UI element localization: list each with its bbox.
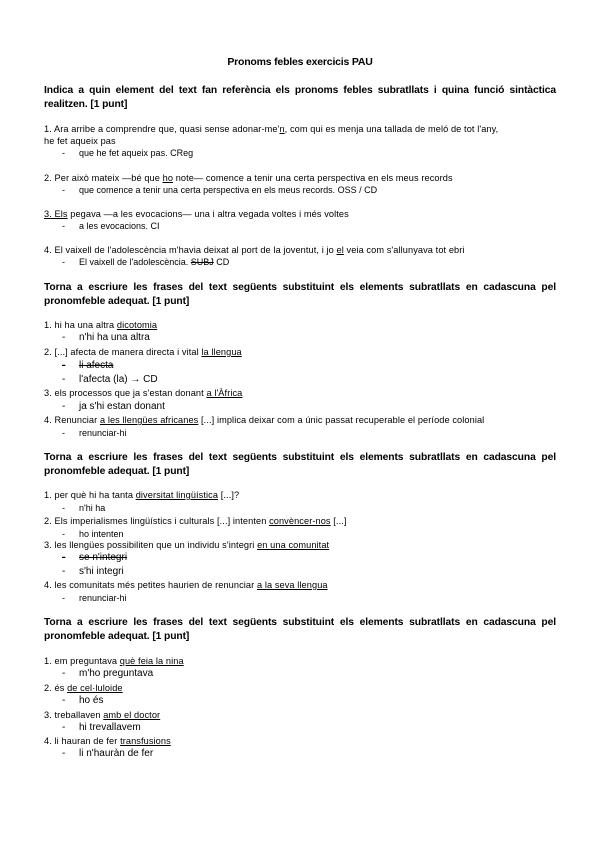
- s1-item2: 2. Per això mateix —bé que ho note— comence a tenir una certa perspectiva en els meus records: [44, 173, 453, 183]
- s2-item2-struck: - li afecta: [62, 360, 114, 371]
- struck-text: SUBJ: [190, 257, 214, 267]
- bullet-dash: -: [62, 374, 66, 385]
- s1-item1-line2: he fet aqueix pas: [44, 136, 116, 146]
- s2-item2-answer: - l'afecta (la) → CD: [62, 374, 158, 385]
- s1-item1-underlined: n: [279, 124, 285, 134]
- s4-item3-answer: - hi trevallavem: [62, 722, 141, 733]
- bullet-dash: -: [62, 503, 65, 513]
- bullet-dash: -: [62, 722, 66, 733]
- s1-item3-answer: - a les evocacions. CI: [62, 221, 160, 231]
- s2-item4-answer: - renunciar-hi: [62, 428, 127, 438]
- s2-item3-answer: - ja s'hi estan donant: [62, 401, 165, 412]
- bullet-dash: -: [62, 221, 65, 231]
- s1-item3-underlined: 3. Els: [44, 209, 68, 219]
- s3-item4-answer: - renunciar-hi: [62, 593, 127, 603]
- s2-item2-underlined: la llengua: [201, 347, 242, 357]
- s2-item3: 3. els processos que ja s'estan donant a l'Àfrica: [44, 388, 243, 398]
- s1-item1-line1: [44, 124, 564, 135]
- s3-item1: 1. per què hi ha tanta diversitat lingüística [...]?: [44, 490, 240, 500]
- bullet-dash: -: [62, 695, 66, 706]
- s4-item2-underlined: de cel·luloide: [67, 683, 123, 693]
- bullet-dash: -: [62, 401, 66, 412]
- s2-item1: 1. hi ha una altra dicotomia: [44, 320, 158, 330]
- s3-item3-answer: - s'hi integri: [62, 566, 124, 577]
- s4-item1: 1. em preguntava què feia la nina: [44, 656, 184, 666]
- bullet-dash: -: [62, 428, 65, 438]
- document-title: Pronoms febles exercicis PAU: [227, 56, 373, 68]
- s1-item4-answer: - El vaixell de l'adolescència. SUBJ CD: [62, 257, 230, 267]
- s2-item1-underlined: dicotomia: [116, 320, 158, 330]
- s2-item4: 4. Renunciar a les llengües africanes [...] implica deixar com a únic passat recuperable el període colonial: [44, 415, 485, 425]
- s3-item2-answer: - ho intenten: [62, 529, 124, 539]
- s4-item3-underlined: amb el doctor: [103, 710, 161, 720]
- s1-item1-answer: - que he fet aqueix pas. CReg: [62, 148, 194, 158]
- s1-item1-text: 1. Ara arribe a comprendre que, quasi sense adonar-me': [44, 124, 280, 134]
- s2-item3-underlined: a l'Àfrica: [206, 388, 243, 398]
- s2-item4-underlined: a les llengües africanes: [99, 415, 199, 425]
- s4-item3: 3. treballaven amb el doctor: [44, 710, 161, 720]
- bullet-dash: -: [62, 552, 66, 563]
- bullet-dash: -: [62, 593, 65, 603]
- s2-item1-answer: - n'hi ha una altra: [62, 332, 150, 343]
- bullet-dash: -: [62, 668, 66, 679]
- s2-item2: 2. [...] afecta de manera directa i vital la llengua: [44, 347, 242, 357]
- bullet-dash: -: [62, 185, 65, 195]
- s4-item4-answer: - li n'hauràn de fer: [62, 748, 154, 759]
- bullet-dash: -: [62, 566, 66, 577]
- s4-item4-underlined: transfusions: [120, 736, 171, 746]
- bullet-dash: -: [62, 748, 66, 759]
- s1-item2-answer: - que comence a tenir una certa perspectiva en els meus records. OSS / CD: [62, 185, 378, 195]
- s3-item4: 4. les comunitats més petites haurien de renunciar a la seva llengua: [44, 580, 328, 590]
- section3-heading: Torna a escriure les frases del text següents substituint els elements subratllats en cadascuna pel pronomfeble adequat. [1 punt]: [44, 452, 556, 477]
- bullet-dash: -: [62, 332, 66, 343]
- s3-item3-underlined: en una comunitat: [257, 540, 330, 550]
- s3-item1-answer: - n'hi ha: [62, 503, 106, 513]
- bullet-dash: -: [62, 148, 65, 158]
- s3-item2-underlined: convèncer-nos: [269, 516, 331, 526]
- s3-item2: 2. Els imperialismes lingüístics i culturals [...] intenten convèncer-nos [...]: [44, 516, 347, 526]
- section4-heading: Torna a escriure les frases del text següents substituint els elements subratllats en cadascuna pel pronomfeble adequat. [1 punt]: [44, 617, 556, 642]
- s1-item3: 3. Els pegava —a les evocacions— una i altra vegada voltes i més voltes: [44, 209, 349, 219]
- s3-item3: 3. les llengües possibiliten que un individu s'integri en una comunitat: [44, 540, 330, 550]
- s4-item2: 2. és de cel·luloide: [44, 683, 123, 693]
- s4-item2-answer: - ho és: [62, 695, 104, 706]
- bullet-dash: -: [62, 257, 65, 267]
- s4-item1-underlined: què feia la nina: [119, 656, 184, 666]
- bullet-dash: -: [62, 360, 66, 371]
- s4-item1-answer: - m'ho preguntava: [62, 668, 154, 679]
- s4-item4: 4. li hauran de fer transfusions: [44, 736, 171, 746]
- s3-item3-struck: - se n'integri: [62, 552, 128, 563]
- s1-item1-text-cont: , com qui es menja una tallada de meló de tot l'any,: [284, 124, 499, 134]
- s1-item4: 4. El vaixell de l'adolescència m'havia deixat al port de la joventut, i jo el veia com s'allunyava tot ebri: [44, 245, 465, 255]
- bullet-dash: -: [62, 529, 65, 539]
- s3-item4-underlined: a la seva llengua: [256, 580, 328, 590]
- s3-item1-underlined: diversitat lingüística: [135, 490, 219, 500]
- s1-item4-underlined: el: [336, 245, 344, 255]
- s1-item2-underlined: ho: [162, 173, 174, 183]
- section1-heading: Indica a quin element del text fan referència els pronoms febles subratllats i quina funció sintàctica realitzen. [1 punt]: [44, 85, 556, 110]
- section2-heading: Torna a escriure les frases del text següents substituint els elements subratllats en cadascuna pel pronomfeble adequat. [1 punt]: [44, 282, 556, 307]
